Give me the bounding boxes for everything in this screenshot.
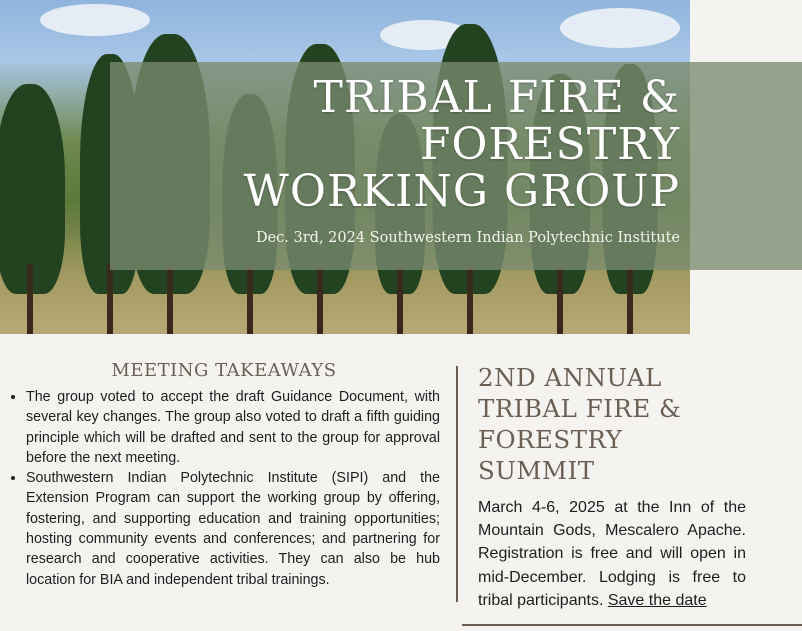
save-the-date-link[interactable]: Save the date <box>607 591 707 609</box>
summit-description <box>478 496 746 612</box>
summit-heading: 2ND ANNUAL TRIBAL FIRE & FORESTRY SUMMIT <box>478 363 682 485</box>
page-title: TRIBAL FIRE & FORESTRY WORKING GROUP <box>243 72 680 217</box>
summit-text: March 4-6, 2025 at the Inn of the Mountain Gods, Mescalero Apache. Registration is free and will open in mid-December. Lodging is free to tribal participants. <box>478 499 746 609</box>
takeaways-list <box>8 387 440 590</box>
meeting-takeaways-section <box>8 360 440 590</box>
list-item: • The group voted to accept the draft Guidance Document, with several key changes. The group also voted to draft a fifth guiding principle which will be drafted and sent to the group for approval before the next meeting. <box>26 387 440 468</box>
column-divider <box>456 366 458 602</box>
takeaways-heading: MEETING TAKEAWAYS <box>111 360 337 381</box>
bottom-rule <box>462 624 802 626</box>
summit-section <box>478 362 746 612</box>
list-item: • Southwestern Indian Polytechnic Institute (SIPI) and the Extension Program can support the working group by offering, fostering, and supporting education and training opportunities; hosting community events and conferences; and partnering for research and cooperative activities. They can also be hub location for BIA and independent tribal trainings. <box>26 468 440 590</box>
page-subtitle: Dec. 3rd, 2024 Southwestern Indian Polytechnic Institute <box>255 230 680 246</box>
